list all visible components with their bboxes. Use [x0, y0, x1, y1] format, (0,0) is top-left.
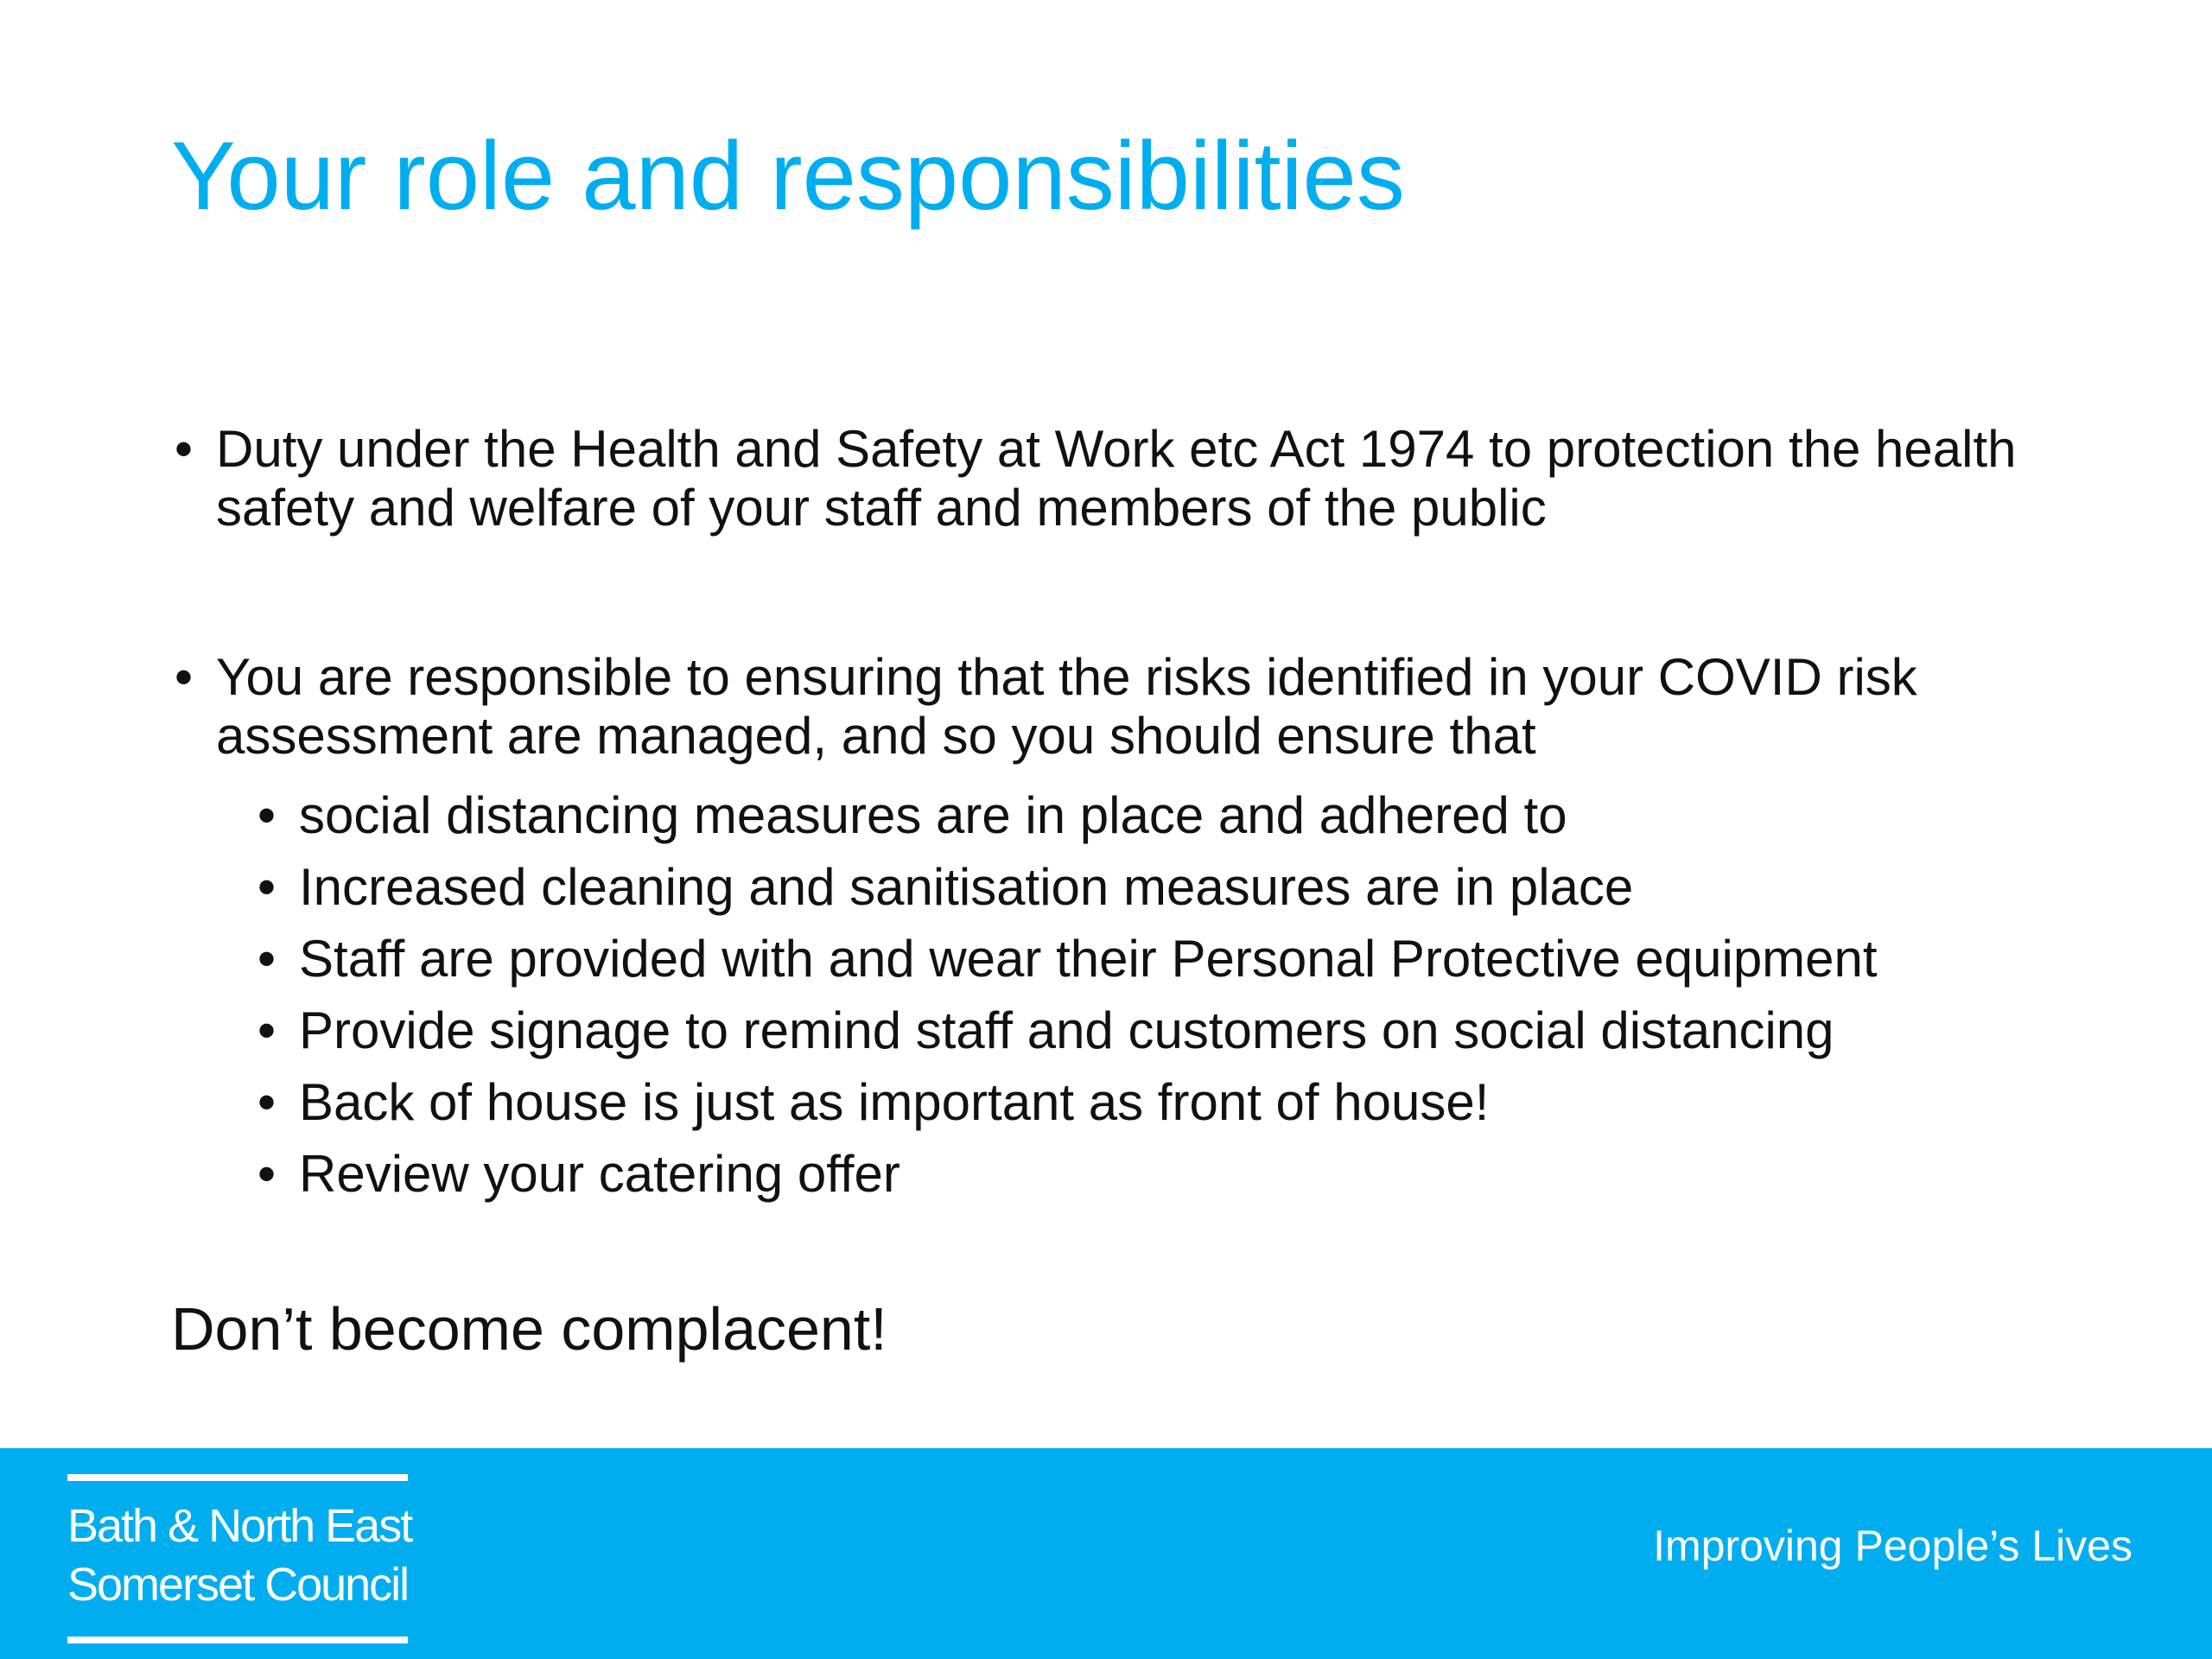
sub-bullet-text: social distancing measures are in place and adhered to: [299, 786, 1567, 844]
logo-top-rule: [67, 1474, 408, 1481]
logo-bottom-rule: [67, 1637, 408, 1643]
sub-bullet-text: Increased cleaning and sanitisation measures are in place: [299, 858, 1634, 916]
bullet-text: You are responsible to ensuring that the risks identified in your COVID risk assessment are managed, and so you should ensure that: [216, 648, 1917, 765]
bullet-marker: •: [257, 1145, 276, 1203]
footer-tagline: Improving People’s Lives: [1653, 1522, 2133, 1570]
council-logo: [67, 1474, 412, 1643]
sub-bullet-list: [216, 779, 2124, 1210]
sub-bullet-item: [216, 995, 2124, 1066]
sub-bullet-text: Review your catering offer: [299, 1145, 900, 1203]
sub-bullet-text: Provide signage to remind staff and customers on social distancing: [299, 1001, 1834, 1059]
sub-bullet-text: Back of house is just as important as front of house!: [299, 1073, 1490, 1131]
sub-bullet-item: [216, 1138, 2124, 1210]
logo-line-1: Bath & North East: [67, 1500, 412, 1552]
footer-bar: [0, 1448, 2212, 1659]
bullet-marker: •: [257, 786, 276, 844]
bullet-item-responsibilities: [171, 648, 2124, 1210]
sub-bullet-item: [216, 851, 2124, 923]
slide-body: [171, 420, 2124, 1210]
closing-statement: Don’t become complacent!: [171, 1295, 887, 1363]
bullet-item-duty: [171, 420, 2124, 537]
bullet-marker: •: [257, 1001, 276, 1059]
bullet-text: Duty under the Health and Safety at Work etc Act 1974 to protection the health safety and welfare of your staff and members of the public: [216, 420, 2017, 537]
logo-text: [67, 1497, 412, 1614]
logo-line-2: Somerset Council: [67, 1559, 409, 1611]
bullet-marker: •: [257, 1073, 276, 1131]
bullet-marker: •: [257, 930, 276, 988]
bullet-list: [171, 420, 2124, 1210]
sub-bullet-text: Staff are provided with and wear their Personal Protective equipment: [299, 930, 1878, 988]
bullet-marker: •: [257, 858, 276, 916]
slide-title: Your role and responsibilities: [171, 122, 1405, 230]
bullet-marker: •: [175, 648, 194, 706]
bullet-marker: •: [175, 420, 194, 478]
sub-bullet-item: [216, 923, 2124, 995]
sub-bullet-item: [216, 1066, 2124, 1138]
sub-bullet-item: [216, 779, 2124, 851]
